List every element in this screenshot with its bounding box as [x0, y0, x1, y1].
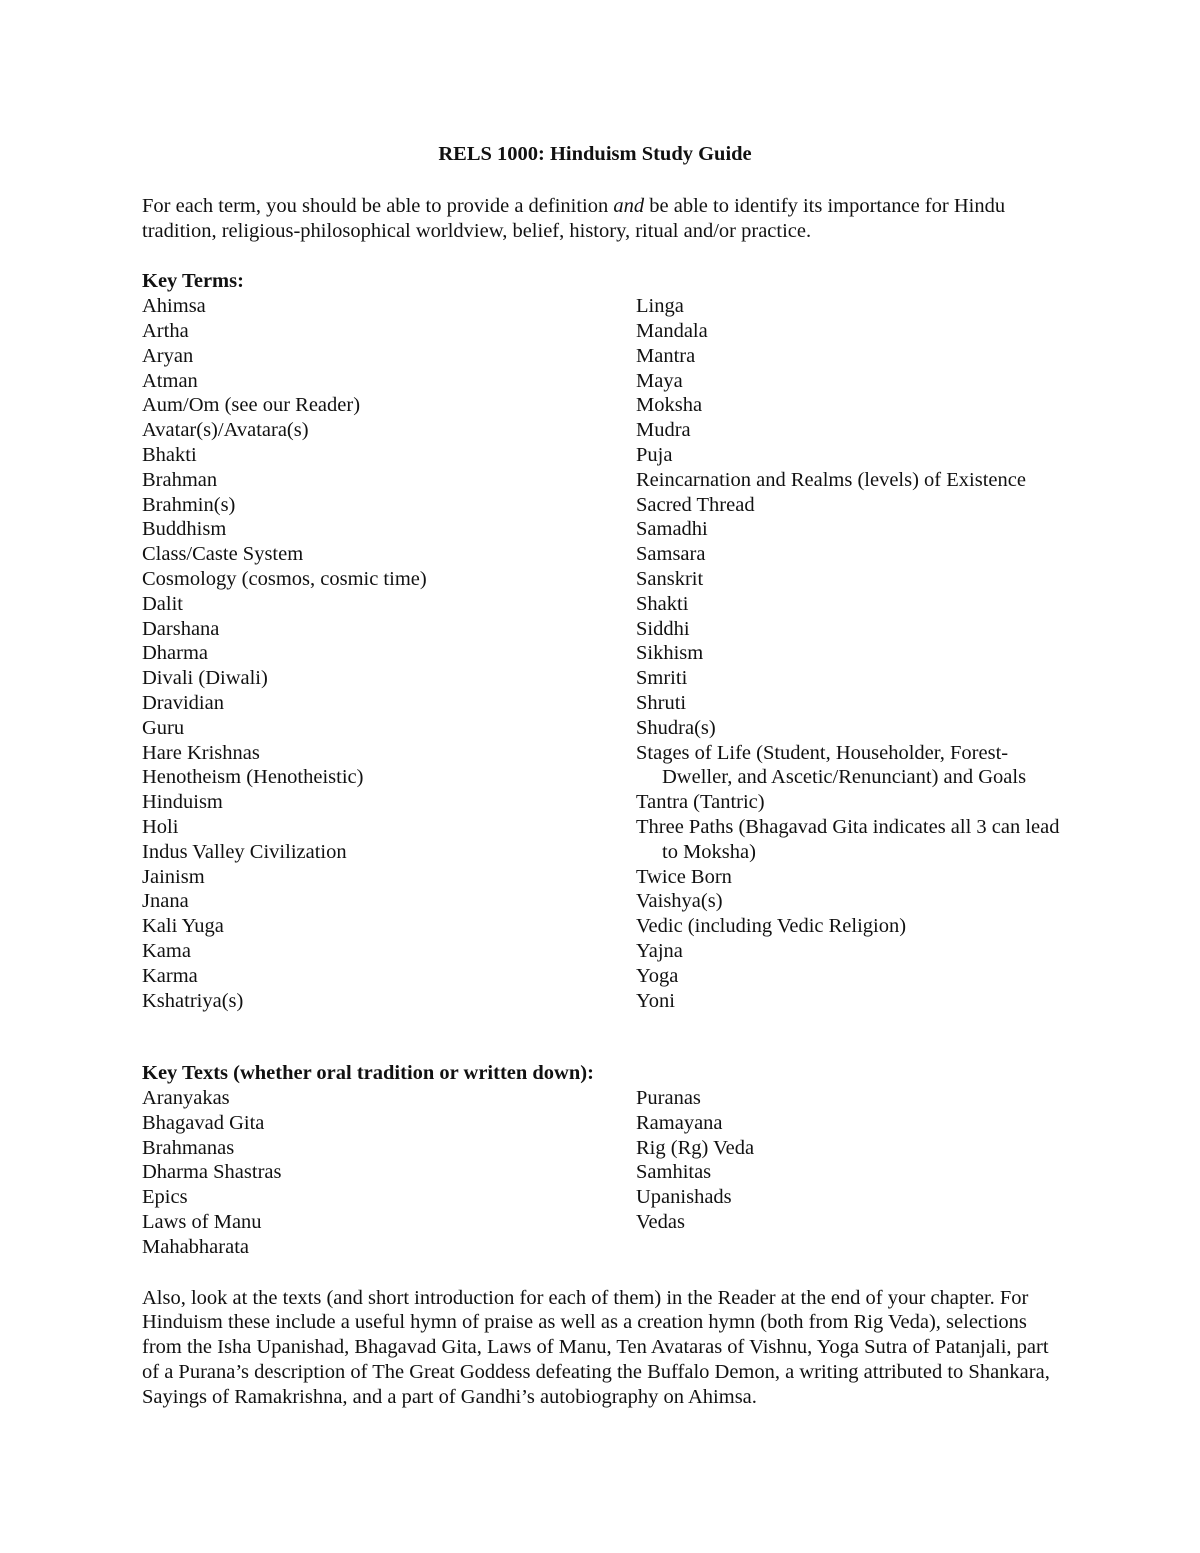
list-item: Puja [636, 443, 673, 466]
list-item: Puranas [636, 1087, 701, 1110]
list-item: Laws of Manu [142, 1211, 262, 1234]
list-item: Kama [142, 939, 191, 962]
list-item: Atman [142, 369, 198, 392]
key-texts-section [142, 1061, 1062, 1259]
list-item: Henotheism (Henotheistic) [142, 766, 364, 789]
list-item: Avatar(s)/Avatara(s) [142, 419, 309, 442]
list-item: Aum/Om (see our Reader) [142, 394, 361, 417]
list-item: Dalit [142, 592, 183, 615]
list-item: Dharma [142, 642, 209, 665]
list-item: Indus Valley Civilization [142, 840, 347, 863]
key-terms-columns [142, 294, 1062, 1013]
list-item: Mantra [636, 344, 696, 367]
list-item: Brahman [142, 468, 218, 491]
list-item: Moksha [636, 394, 703, 417]
list-item: Class/Caste System [142, 543, 304, 566]
list-item: Brahmanas [142, 1136, 235, 1159]
list-item: Vaishya(s) [636, 890, 723, 913]
list-item: Holi [142, 815, 179, 838]
list-item: Stages of Life (Student, Householder, Forest-Dweller, and Ascetic/Renunciant) and Goals [636, 741, 1027, 789]
list-item: Shudra(s) [636, 716, 716, 739]
list-item: Aryan [142, 344, 194, 367]
closing-paragraph: Also, look at the texts (and short introduction for each of them) in the Reader at the end of your chapter. For Hinduism these include a useful hymn of praise as well as a creation hymn (both from Rig Veda), selections from the Isha Upanishad, Bhagavad Gita, Laws of Manu, Ten Avataras of Vishnu, Yoga Sutra of Patanjali, part of a Purana’s description of The Great Goddess defeating the Buffalo Demon, a writing attributed to Shankara, Sayings of Ramakrishna, and a part of Gandhi’s autobiography on Ahimsa. [142, 1286, 1050, 1408]
list-item: Three Paths (Bhagavad Gita indicates all 3 can lead to Moksha) [636, 815, 1060, 863]
list-item: Ahimsa [142, 295, 206, 318]
key-terms-heading: Key Terms: [142, 270, 244, 293]
intro-text-end: be able to identify its importance for Hindu tradition, religious-philosophical worldview, belief, history, ritual and/or practice. [142, 194, 1006, 242]
list-item: Twice Born [636, 865, 732, 888]
list-item: Dravidian [142, 691, 224, 714]
list-item: Sikhism [636, 642, 704, 665]
document-page [142, 142, 1062, 1430]
list-item: Kali Yuga [142, 915, 224, 938]
list-item: Guru [142, 716, 185, 739]
list-item: Mahabharata [142, 1235, 249, 1258]
list-item: Yoni [636, 989, 675, 1012]
list-item: Mudra [636, 419, 691, 442]
list-item: Dharma Shastras [142, 1161, 282, 1184]
list-item: Darshana [142, 617, 220, 640]
list-item: Cosmology (cosmos, cosmic time) [142, 567, 427, 590]
list-item: Ramayana [636, 1111, 723, 1134]
list-item: Divali (Diwali) [142, 667, 268, 690]
list-item: Vedic (including Vedic Religion) [636, 915, 907, 938]
list-item: Vedas [636, 1211, 685, 1234]
list-item: Mandala [636, 319, 708, 342]
list-item: Sacred Thread [636, 493, 755, 516]
list-item: Reincarnation and Realms (levels) of Existence [636, 468, 1026, 491]
list-item: Rig (Rg) Veda [636, 1136, 755, 1159]
list-item: Shruti [636, 691, 687, 714]
list-item: Samadhi [636, 518, 708, 541]
list-item: Samhitas [636, 1161, 712, 1184]
list-item: Jainism [142, 865, 205, 888]
list-item: Bhagavad Gita [142, 1111, 265, 1134]
list-item: Hare Krishnas [142, 741, 260, 764]
list-item: Buddhism [142, 518, 227, 541]
list-item: Upanishads [636, 1186, 732, 1209]
list-item: Smriti [636, 667, 688, 690]
key-terms-left-column [142, 294, 636, 1013]
key-terms-right-column [636, 294, 1062, 1013]
list-item: Samsara [636, 543, 706, 566]
intro-emphasis: and [613, 194, 645, 217]
list-item: Bhakti [142, 443, 197, 466]
page-title: RELS 1000: Hinduism Study Guide [438, 143, 752, 165]
key-texts-heading: Key Texts (whether oral tradition or written down): [142, 1062, 594, 1085]
list-item: Artha [142, 319, 189, 342]
list-item: Linga [636, 295, 684, 318]
list-item: Jnana [142, 890, 189, 913]
list-item: Maya [636, 369, 683, 392]
key-texts-columns [142, 1086, 1062, 1260]
list-item: Tantra (Tantric) [636, 791, 765, 814]
key-texts-left-column [142, 1086, 636, 1260]
list-item: Hinduism [142, 791, 223, 814]
list-item: Karma [142, 964, 198, 987]
list-item: Sanskrit [636, 567, 704, 590]
list-item: Brahmin(s) [142, 493, 236, 516]
list-item: Aranyakas [142, 1087, 230, 1110]
intro-paragraph [142, 194, 1062, 244]
list-item: Yoga [636, 964, 679, 987]
list-item: Shakti [636, 592, 689, 615]
list-item: Yajna [636, 939, 683, 962]
intro-text-start: For each term, you should be able to provide a definition [142, 194, 614, 217]
list-item: Epics [142, 1186, 188, 1209]
list-item: Siddhi [636, 617, 690, 640]
key-texts-right-column [636, 1086, 1062, 1260]
list-item: Kshatriya(s) [142, 989, 244, 1012]
key-terms-section [142, 269, 1062, 1013]
